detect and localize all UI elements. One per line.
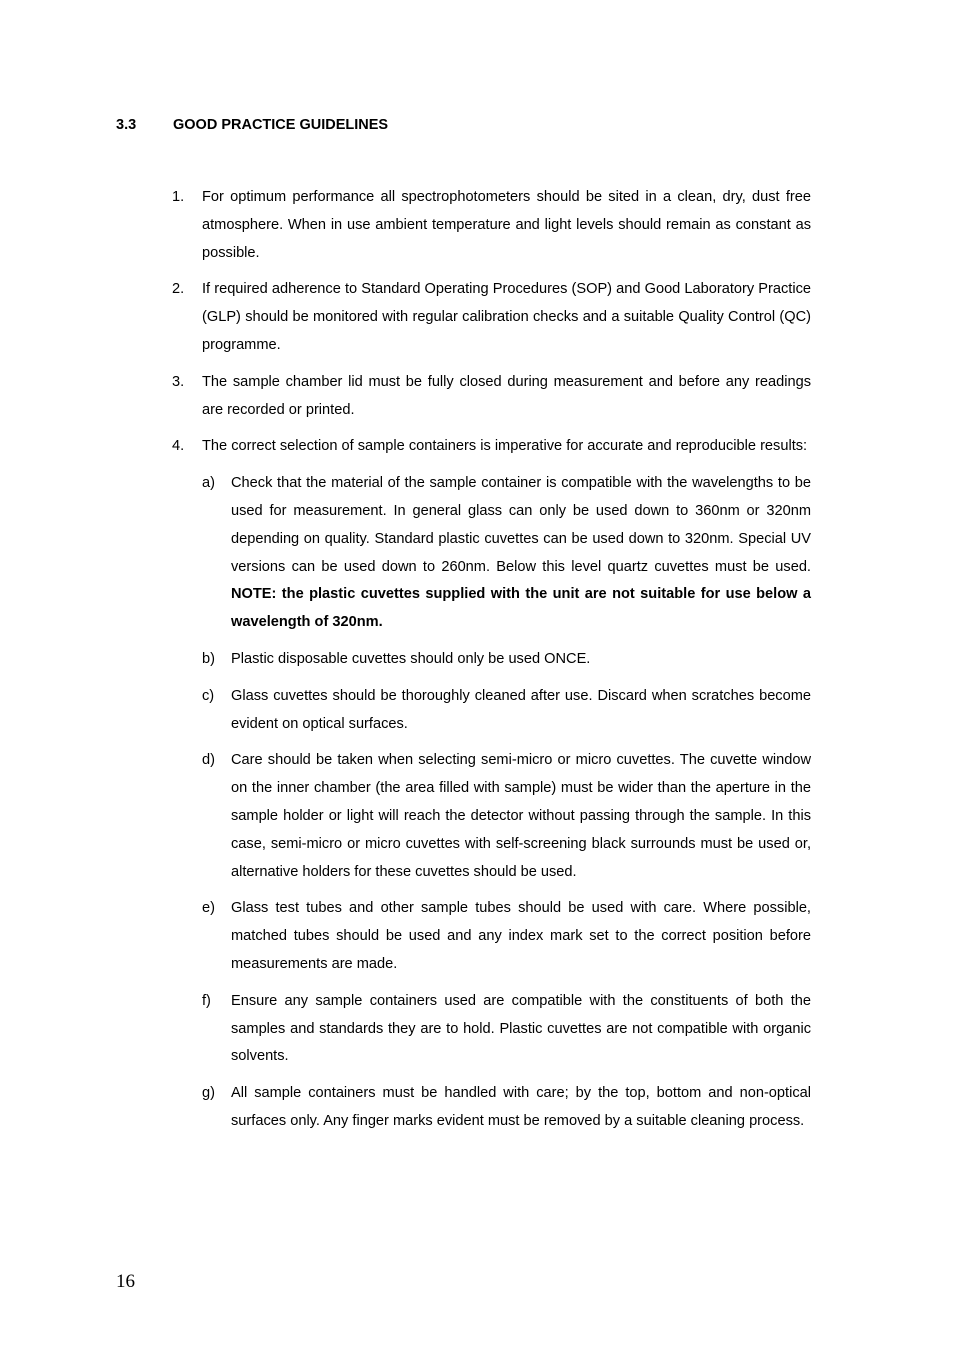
list-item [172, 184, 811, 267]
sublist-item [202, 646, 811, 674]
sublist-item-text: Plastic disposable cuvettes should only be used ONCE. [231, 650, 591, 667]
list-item [172, 433, 811, 1144]
list-item-number: 4. [172, 438, 185, 455]
list-item-number: 2. [172, 281, 185, 298]
sublist-item-letter: e) [202, 900, 215, 917]
section-heading [116, 116, 388, 134]
list-item-text: The correct selection of sample containers is imperative for accurate and reproducible results: [202, 438, 808, 455]
list-item-content [202, 433, 811, 1144]
page-number: 16 [116, 1271, 135, 1292]
sublist-item [202, 895, 811, 978]
sublist-item-text: Glass test tubes and other sample tubes should be used with care. Where possible, matched tubes should be used and any index mark set to the correct position before measurements are made. [231, 900, 811, 972]
section-number: 3.3 [116, 117, 137, 133]
section-title: GOOD PRACTICE GUIDELINES [173, 117, 389, 133]
sublist-item [202, 683, 811, 739]
sublist-item-text: Glass cuvettes should be thoroughly cleaned after use. Discard when scratches become evident on optical surfaces. [231, 687, 811, 732]
guidelines-list [172, 184, 811, 1154]
list-item [172, 369, 811, 425]
container-sublist [202, 470, 811, 1136]
plastic-cuvette-note: NOTE: the plastic cuvettes supplied with the unit are not suitable for use below a wavelength of 320nm. [231, 586, 811, 631]
list-item-text: The sample chamber lid must be fully closed during measurement and before any readings are recorded or printed. [202, 373, 811, 418]
list-item-text: For optimum performance all spectrophotometers should be sited in a clean, dry, dust free atmosphere. When in use ambient temperature and light levels should remain as constant as possible. [202, 189, 811, 261]
sublist-item-letter: g) [202, 1085, 215, 1102]
sublist-item-text-wrap [231, 470, 811, 637]
list-item-number: 1. [172, 189, 185, 205]
sublist-item [202, 747, 811, 886]
sublist-item-text: Ensure any sample containers used are compatible with the constituents of both the samples and standards they are to hold. Plastic cuvettes are not compatible with organic solvents. [231, 992, 811, 1065]
sublist-item-letter: b) [202, 650, 215, 667]
sublist-item-letter: c) [202, 687, 215, 704]
list-item-number: 3. [172, 373, 185, 390]
sublist-item-text: Check that the material of the sample container is compatible with the wavelengths to be used for measurement. In general glass can only be used down to 360nm or 320nm depending on quality. Standard plastic cuvettes can be used down to 320nm. Special UV versions can be used down to 260nm. Below this level quartz cuvettes must be used. [231, 475, 811, 575]
sublist-item-letter: a) [202, 475, 215, 492]
sublist-item-text: Care should be taken when selecting semi-micro or micro cuvettes. The cuvette window on the inner chamber (the area filled with sample) must be wider than the aperture in the sample holder or light will reach the detector without passing through the sample. In this case, semi-micro or micro cuvettes with self-screening black surrounds must be used or, alternative holders for these cuvettes should be used. [231, 752, 811, 880]
sublist-item-letter: d) [202, 752, 215, 769]
sublist-item [202, 470, 811, 637]
sublist-item [202, 1080, 811, 1136]
list-item-text: If required adherence to Standard Operating Procedures (SOP) and Good Laboratory Practice (GLP) should be monitored with regular calibration checks and a suitable Quality Control (QC) programme. [202, 281, 811, 353]
sublist-item-text: All sample containers must be handled with care; by the top, bottom and non-optical surfaces only. Any finger marks evident must be removed by a suitable cleaning process. [231, 1085, 811, 1129]
sublist-item-letter: f) [202, 992, 211, 1009]
list-item [172, 276, 811, 359]
sublist-item [202, 988, 811, 1071]
